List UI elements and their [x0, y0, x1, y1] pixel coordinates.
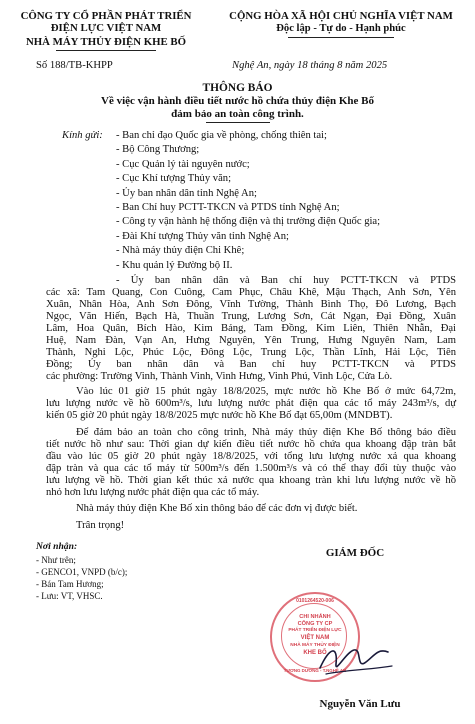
closing-text: Trân trọng! — [76, 520, 125, 531]
stamp-text: KHE BỐ — [303, 650, 327, 656]
org-name-line2: ĐIỆN LỰC VIỆT NAM — [50, 22, 162, 34]
recipient-long-line: Đồng; Ủy ban nhân dân và Ban chỉ huy PCTT-TKCN và PTDS — [46, 359, 456, 370]
recipient-long-line: các xã: Tam Quang, Con Cuông, Cam Phục, Châu Khê, Mậu Thạch, Anh Sơn, Yên — [46, 287, 456, 298]
body-para1-line: lưu lượng nước về hồ 600m³/s, lưu lượng nước phát điện qua các tổ máy 243m³/s, dự — [46, 398, 456, 409]
stamp-text: CHI NHÁNH — [299, 614, 331, 620]
recipient-long-line: Lâm, Hoa Quân, Bích Hào, Kim Bảng, Tam Đồng, Kim Liên, Thiên Nhẫn, Đại — [46, 323, 456, 334]
recipient-item: - Công ty vận hành hệ thống điện và thị trường điện Quốc gia; — [116, 216, 381, 227]
stamp-text: PHÁT TRIỂN ĐIỆN LỰC — [288, 628, 342, 633]
title-underline — [206, 122, 270, 123]
nation-title: CỘNG HÒA XÃ HỘI CHỦ NGHĨA VIỆT NAM — [229, 10, 453, 22]
signature-mark — [316, 640, 396, 680]
recipient-long-line: Xuân, Nhân Hòa, Anh Sơn Đông, Vĩnh Tường, Thành Bình Thọ, Đô Lương, Bạch — [46, 299, 456, 310]
recipient-item: - Bộ Công Thương; — [116, 144, 200, 155]
recipient-long-line: Thành, Nghi Lộc, Phúc Lộc, Đông Lộc, Trung Lộc, Thần Lĩnh, Hải Lộc, Tiên — [46, 347, 456, 358]
cc-item: - GENCO1, VNPD (b/c); — [36, 567, 128, 577]
body-para2-line: lưu lượng về hồ. Thời gian kết thúc xả nước qua khoang tràn khi lưu lượng nước về hồ — [46, 475, 456, 486]
stamp-text: 0101264520-006 — [296, 598, 334, 604]
recipient-long-line: Huệ, Nam Đàn, Vạn An, Hưng Nguyên, Yên Trung, Hưng Nguyên Nam, Lam — [46, 335, 456, 346]
recipient-item: - Cục Quản lý tài nguyên nước; — [116, 159, 250, 170]
stamp-text: VIỆT NAM — [300, 635, 330, 641]
recipient-long-line: - Ủy ban nhân dân và Ban chỉ huy PCTT-TKCN và PTDS — [116, 275, 456, 286]
stamp-text: CÔNG TY CP — [297, 621, 333, 627]
stamp-text: TƯƠNG DƯƠNG - T.NGHỆ AN — [283, 668, 347, 673]
org-name-line1: CÔNG TY CỔ PHẦN PHÁT TRIỂN — [20, 10, 192, 22]
cc-item: - Bán Tam Hương; — [36, 579, 104, 589]
signer-name: Nguyễn Văn Lưu — [319, 698, 401, 710]
body-para1-line: Vào lúc 01 giờ 15 phút ngày 18/8/2025, mực nước hồ Khe Bố ở mức 64,72m, — [76, 386, 456, 397]
recipient-long-line: các phường: Trường Vinh, Thành Vinh, Vinh Hưng, Vinh Phú, Vinh Lộc, Cửa Lò. — [46, 371, 393, 382]
recipient-item: - Ban Chỉ huy PCTT-TKCN và PTDS tỉnh Nghệ An; — [116, 202, 340, 213]
national-motto: Độc lập - Tự do - Hạnh phúc — [276, 23, 406, 34]
body-para1-line: kiến 05 giờ 20 phút ngày 18/8/2025 mực nước hồ Khe Bố đạt 65,00m (MNDBT). — [46, 410, 393, 421]
notice-subject-line2: đảm bảo an toàn công trình. — [171, 108, 304, 120]
notice-heading: THÔNG BÁO — [202, 82, 273, 94]
doc-number: Số 188/TB-KHPP — [36, 60, 113, 71]
org-underline — [56, 50, 156, 51]
recipient-item: - Khu quản lý Đường bộ II. — [116, 260, 233, 271]
cc-item: - Như trên; — [36, 555, 76, 565]
signer-title: GIÁM ĐỐC — [325, 547, 385, 559]
cc-label: Nơi nhận: — [36, 541, 78, 552]
recipients-label: Kính gửi: — [62, 130, 103, 141]
body-para2-line: đập tràn và qua các tổ máy từ 500m³/s đến 1.500m³/s và có thể thay đổi tùy thuộc vào — [46, 463, 456, 474]
motto-underline — [288, 37, 394, 38]
org-name-line3: NHÀ MÁY THỦY ĐIỆN KHE BỐ — [25, 36, 187, 48]
body-para2-line: Để đảm bảo an toàn cho công trình, Nhà máy thủy điện Khe Bố thông báo điều — [76, 427, 456, 438]
place-date: Nghệ An, ngày 18 tháng 8 năm 2025 — [232, 60, 388, 71]
notice-subject-line1: Về việc vận hành điều tiết nước hồ chứa thủy điện Khe Bố — [101, 95, 374, 107]
body-para2-line: nhỏ hơn lưu lượng nước phát điện qua các tổ máy. — [46, 487, 260, 498]
recipient-item: - Ban chỉ đạo Quốc gia về phòng, chống thiên tai; — [116, 130, 327, 141]
recipient-long-line: Ngọc, Văn Hiến, Bạch Hà, Thuần Trung, Lương Sơn, Cát Ngạn, Đại Đồng, Xuân — [46, 311, 456, 322]
recipient-item: - Cục Khí tượng Thủy văn; — [116, 173, 232, 184]
recipient-item: - Đài Khí tượng Thủy văn tỉnh Nghệ An; — [116, 231, 289, 242]
body-para2-line: tiết nước hồ như sau: Thời gian dự kiến điều tiết nước hồ chứa qua khoang đập tràn bắt — [46, 439, 456, 450]
body-para3: Nhà máy thủy điện Khe Bố xin thông báo để các đơn vị được biết. — [76, 503, 358, 514]
cc-item: - Lưu: VT, VHSC. — [36, 591, 103, 601]
recipient-item: - Nhà máy thủy điện Chi Khê; — [116, 245, 245, 256]
body-para2-line: đầu vào lúc 05 giờ 20 phút ngày 18/8/2025, với tổng lưu lượng nước xả qua khoang — [46, 451, 456, 462]
stamp-text: NHÀ MÁY THỦY ĐIỆN — [290, 643, 340, 648]
recipient-item: - Ủy ban nhân dân tỉnh Nghệ An; — [116, 188, 257, 199]
